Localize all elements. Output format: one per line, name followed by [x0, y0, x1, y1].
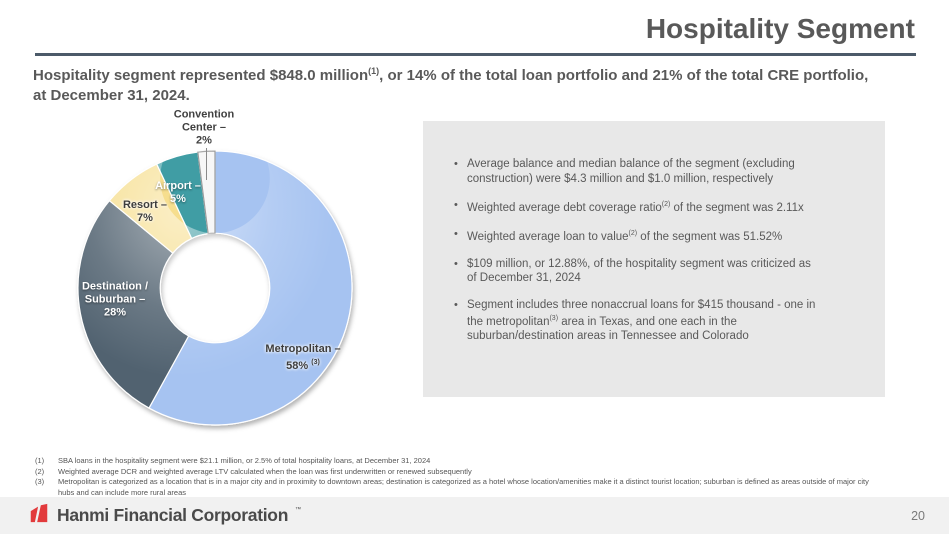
footnote-text: SBA loans in the hospitality segment were $21.1 million, or 2.5% of total hospitality loans, at December 31, 2024 [58, 456, 431, 465]
footnote-3 [35, 477, 927, 498]
hospitality-donut-chart [66, 106, 366, 436]
slice-label-convention-center [174, 109, 235, 148]
slice-label-line: 28% [103, 306, 127, 319]
slice-label-line: 7% [137, 212, 153, 224]
bullet-item: • Weighted average debt coverage ratio$^{(2)}$ of the segment was 2.11x [467, 198, 871, 215]
slide-subtitle: Hospitality segment represented $848.0 million$^{(1)}$, or 14% of the total loan portfolio and 21% of the total CRE portfolio, at December 31, 2024. [33, 66, 869, 104]
bullet-item: • Average balance and median balance of the segment (excluding construction) were $4.3 million and $1.0 million, respectively [467, 157, 871, 186]
bullet-item: • Segment includes three nonaccrual loans for $415 thousand - one in the metropolitan$^{(3)}$ area in Texas, and one each in the suburban/destination areas in Tennessee and Colorado [467, 298, 871, 344]
convention-center-leader-line [206, 148, 207, 180]
slice-label-line: Resort – [122, 199, 168, 211]
slice-label-resort [123, 199, 167, 225]
slice-label-line: Airport – [155, 180, 201, 192]
donut-chart-svg [66, 106, 366, 436]
footnotes [35, 456, 927, 498]
hanmi-logo-icon [28, 502, 50, 529]
highlights-bullet-list [423, 121, 885, 344]
slice-label-line: 5% [170, 193, 186, 205]
slice-label-destination-suburban [82, 281, 148, 320]
trademark-mark: ™ [295, 506, 302, 513]
footnote-2 [35, 467, 927, 478]
slice-label-line: Destination / [81, 280, 149, 293]
brand-name: Hanmi Financial Corporation [57, 505, 289, 525]
footnote-number: (2) [35, 466, 45, 476]
footnote-1 [35, 456, 927, 467]
footnote-text: Weighted average DCR and weighted average LTV calculated when the loan was first underwritten or renewed subsequently [58, 466, 472, 476]
highlights-callout-box [423, 121, 885, 397]
slice-label-line: 58% $^{(3)}$ [286, 359, 320, 372]
footnote-number: (3) [35, 477, 45, 486]
title-divider [35, 53, 916, 56]
brand-logo [28, 502, 301, 529]
footnote-text: Metropolitan is categorized as a location that is in a major city and in proximity to downtown areas; destination is categorized as a hotel whose location/amenities make it a distinct tourist location; suburban is defined as areas outside of major city hubs and can include more rural areas [58, 477, 869, 497]
slide-footer [0, 497, 949, 534]
page-title: Hospitality Segment [645, 13, 915, 44]
slice-label-metropolitan [265, 343, 340, 373]
slice-label-line: Suburban – [84, 293, 146, 306]
slice-label-line: Center – [181, 121, 227, 134]
bullet-item: • $109 million, or 12.88%, of the hospitality segment was criticized as of December 31, 2024 [467, 257, 871, 286]
footnote-number: (1) [35, 456, 45, 465]
page-number: 20 [911, 508, 925, 523]
slice-label-line: Metropolitan – [265, 343, 341, 356]
bullet-item: • Weighted average loan to value$^{(2)}$ of the segment was 51.52% [467, 227, 871, 244]
slice-label-line: Convention [173, 108, 235, 121]
slice-label-line: 2% [196, 134, 212, 147]
